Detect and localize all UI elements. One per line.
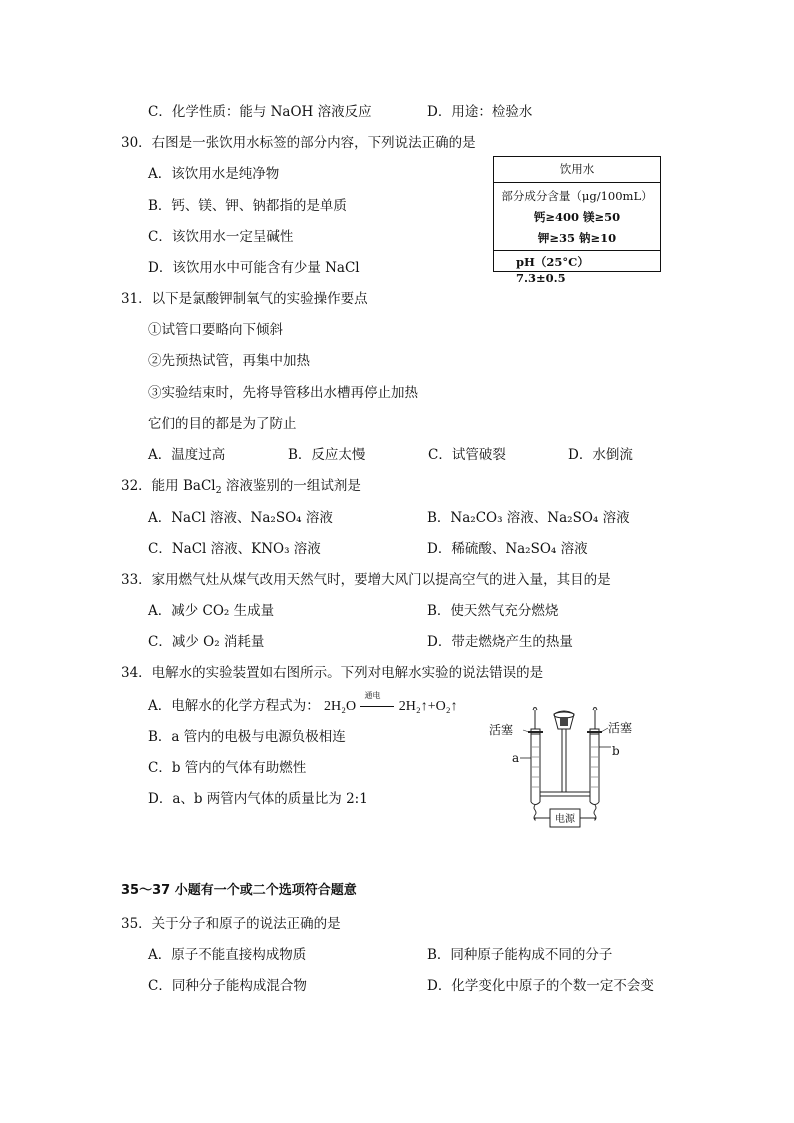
q30-option-d: D．该饮用水中可能含有少量 NaCl: [148, 260, 360, 276]
q35-option-a: A．原子不能直接构成物质: [148, 947, 307, 963]
q32-option-c: C．NaCl 溶液、KNO₃ 溶液: [148, 541, 321, 557]
q34-stem: 34．电解水的实验装置如右图所示。下列对电解水实验的说法错误的是: [121, 665, 544, 681]
label-subtitle: 部分成分含量（μg/100mL）: [501, 189, 653, 203]
label-ph-value: 7.3±0.5: [516, 271, 566, 285]
q35-option-b: B．同种原子能构成不同的分子: [427, 947, 613, 963]
q35-option-d: D．化学变化中原子的个数一定不会变: [427, 978, 654, 994]
q31-stem: 31．以下是氯酸钾制氧气的实验操作要点: [121, 291, 368, 307]
q29-option-c: C．化学性质：能与 NaOH 溶液反应: [148, 104, 372, 120]
q32-option-b: B．Na₂CO₃ 溶液、Na₂SO₄ 溶液: [427, 510, 630, 526]
q31-option-c: C．试管破裂: [428, 447, 506, 463]
label-divider: [494, 250, 660, 251]
q33-option-a: A．减少 CO₂ 生成量: [148, 603, 275, 619]
power-label: 电源: [555, 814, 575, 825]
q30-stem: 30．右图是一张饮用水标签的部分内容，下列说法正确的是: [121, 135, 476, 151]
label-title: 饮用水: [559, 162, 595, 176]
label-line-k-na: 钾≥35 钠≥10: [537, 231, 617, 245]
electrolysis-apparatus: [488, 707, 668, 832]
q31-option-b: B．反应太慢: [288, 447, 366, 463]
section-heading: 35～37 小题有一个或二个选项符合题意: [121, 883, 357, 898]
q35-option-c: C．同种分子能构成混合物: [148, 978, 307, 994]
q30-option-b: B．钙、镁、钾、钠都指的是单质: [148, 198, 347, 214]
q33-option-c: C．减少 O₂ 消耗量: [148, 634, 265, 650]
q33-option-d: D．带走燃烧产生的热量: [427, 634, 573, 650]
label-divider: [494, 182, 660, 183]
q32-stem-pre: 32．能用 BaCl: [121, 478, 216, 494]
q30-option-c: C．该饮用水一定呈碱性: [148, 229, 294, 245]
q34-option-d: D．a、b 两管内气体的质量比为 2:1: [148, 791, 368, 807]
water-label-table: [493, 156, 661, 285]
q31-tail: 它们的目的都是为了防止: [148, 416, 297, 432]
q31-point-3: ③实验结束时，先将导管移出水槽再停止加热: [148, 385, 418, 401]
q29-option-d: D．用途：检验水: [427, 104, 533, 120]
q31-point-1: ①试管口要略向下倾斜: [148, 322, 283, 338]
label-line-ca-mg: 钙≥400 镁≥50: [533, 210, 621, 224]
q34-option-c: C．b 管内的气体有助燃性: [148, 760, 307, 776]
electrolysis-diagram: [488, 707, 668, 832]
q32-stem-post: 溶液鉴别的一组试剂是: [221, 478, 361, 494]
q34-option-a: [148, 690, 458, 716]
tube-b-label: b: [612, 744, 620, 758]
q33-stem: 33．家用燃气灶从煤气改用天然气时，要增大风门以提高空气的进入量，其目的是: [121, 572, 611, 588]
q32-stem-sub: 2: [215, 485, 222, 496]
stopcock-right-label: 活塞: [608, 721, 633, 735]
q34-equation-right: 2H₂↑+O₂↑: [398, 699, 458, 714]
q32-option-d: D．稀硫酸、Na₂SO₄ 溶液: [427, 541, 588, 557]
equation-line: [360, 706, 394, 707]
q34-equation-condition: 通电: [364, 690, 381, 700]
q34-option-b: B．a 管内的电极与电源负极相连: [148, 729, 346, 745]
q35-stem: 35．关于分子和原子的说法正确的是: [121, 916, 341, 932]
q31-option-a: A．温度过高: [148, 447, 226, 463]
stopcock-left-label: 活塞: [489, 723, 514, 737]
label-ph-label: pH（25°C）: [516, 255, 589, 269]
q31-point-2: ②先预热试管，再集中加热: [148, 353, 310, 369]
tube-a-label: a: [512, 751, 520, 765]
q30-option-a: A．该饮用水是纯净物: [148, 166, 280, 182]
q33-option-b: B．使天然气充分燃烧: [427, 603, 559, 619]
q32-stem: [121, 477, 361, 495]
q32-option-a: A．NaCl 溶液、Na₂SO₄ 溶液: [148, 510, 333, 526]
q34-equation-arrow: [360, 690, 394, 714]
q34-equation-left: 2H₂O: [324, 699, 357, 714]
q31-option-d: D．水倒流: [568, 447, 633, 463]
q34-option-a-prefix: A．电解水的化学方程式为：: [148, 698, 320, 714]
